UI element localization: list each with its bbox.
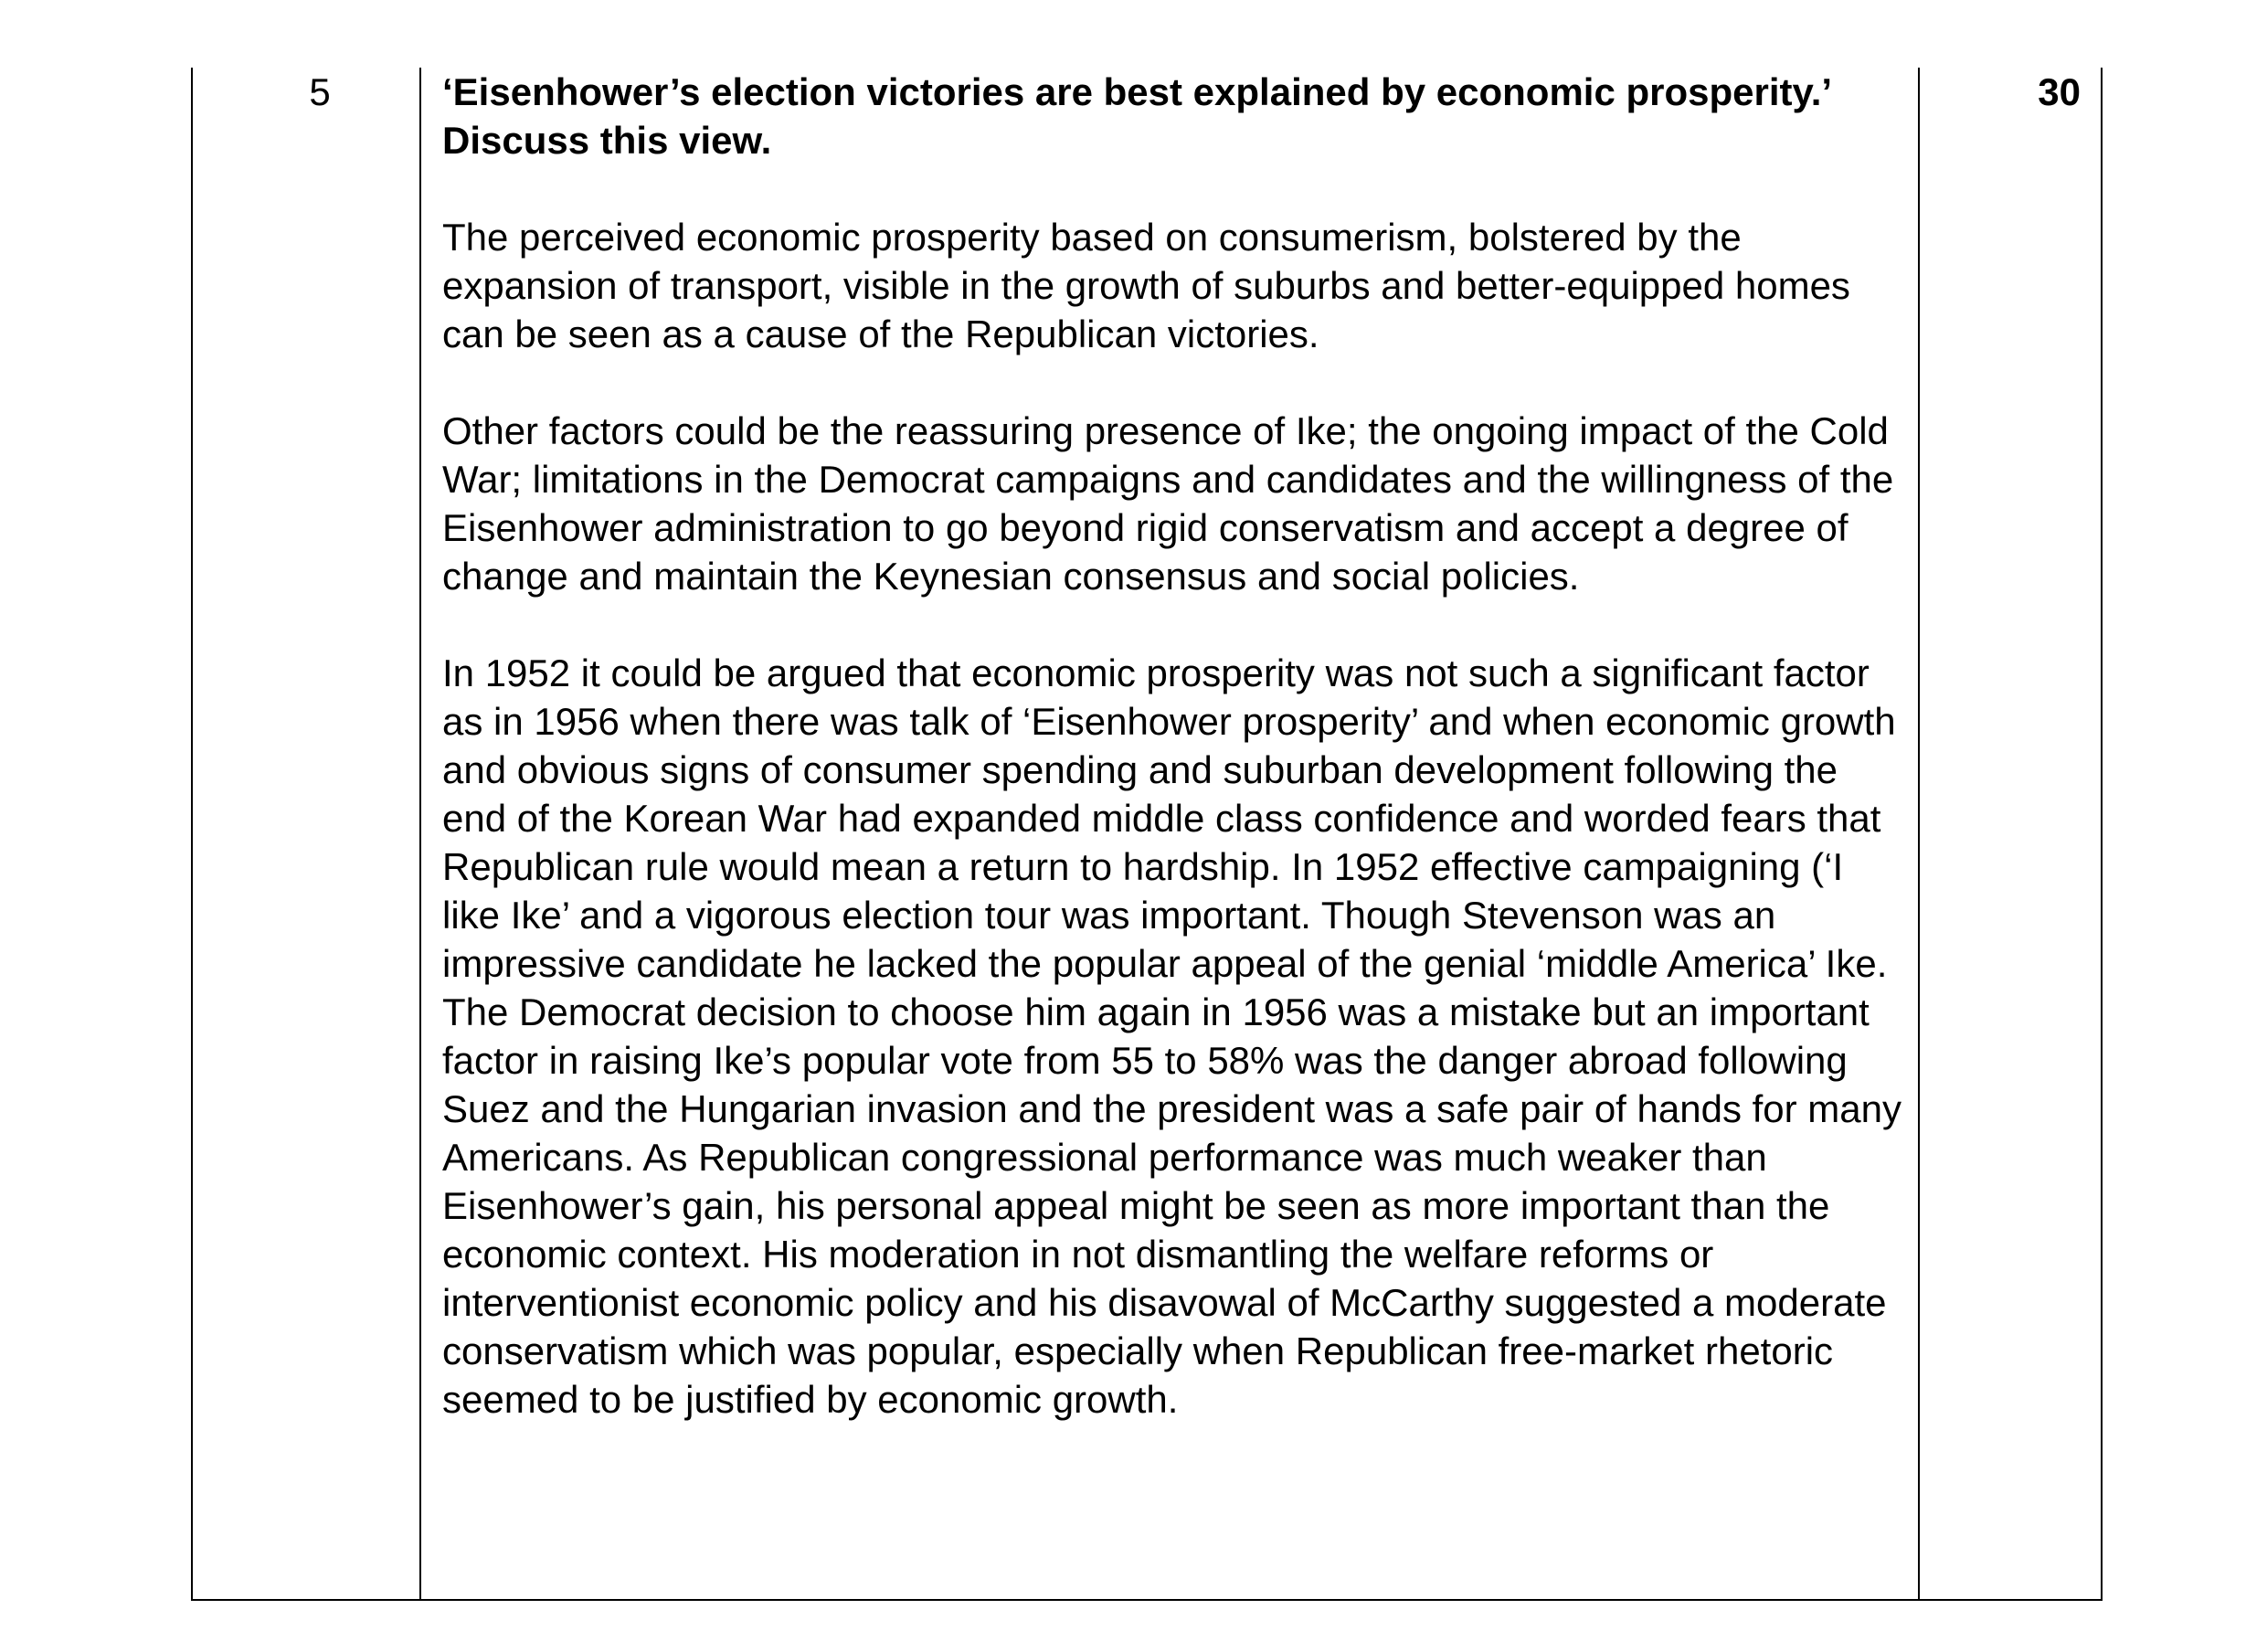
guidance-paragraph-2: Other factors could be the reassuring presence of Ike; the ongoing impact of the Cold War; limitations in the Democrat campaigns and candidates and the willingness of the Eisenhower administration to go beyond rigid conservatism and accept a degree of change and maintain the Keynesian consensus and social policies. [442, 409, 1894, 598]
question-number-column [193, 68, 421, 1599]
guidance-content [442, 68, 1904, 1424]
mark-scheme-table [191, 68, 2103, 1601]
question-title: ‘Eisenhower’s election victories are best explained by economic prosperity.’ Discuss this view. [442, 70, 1830, 162]
guidance-paragraph-3: In 1952 it could be argued that economic prosperity was not such a significant factor as in 1956 when there was talk of ‘Eisenhower prosperity’ and when economic growth and obvious signs of consumer spending and suburban development following the end of the Korean War had expanded middle class confidence and worded fears that Republican rule would mean a return to hardship. In 1952 effective campaigning (‘I like Ike’ and a vigorous election tour was important. Though Stevenson was an impressive candidate he lacked the popular appeal of the genial ‘middle America’ Ike. The Democrat decision to choose him again in 1956 was a mistake but an important factor in raising Ike’s popular vote from 55 to 58% was the danger abroad following Suez and the Hungarian invasion and the president was a safe pair of hands for many Americans. As Republican congressional performance was much weaker than Eisenhower’s gain, his personal appeal might be seen as more important than the economic context. His moderation in not dismantling the welfare reforms or interventionist economic policy and his disavowal of McCarthy suggested a moderate conservatism which was popular, especially when Republican free-market rhetoric seemed to be justified by economic growth. [442, 651, 1902, 1421]
question-number: 5 [309, 70, 331, 113]
marks-value: 30 [2038, 70, 2081, 113]
marks-column [1920, 68, 2103, 1599]
guidance-paragraph-1: The perceived economic prosperity based on consumerism, bolstered by the expansion of transport, visible in the growth of suburbs and better-equipped homes can be seen as a cause of the Republican victories. [442, 216, 1850, 355]
guidance-column [421, 68, 1920, 1599]
